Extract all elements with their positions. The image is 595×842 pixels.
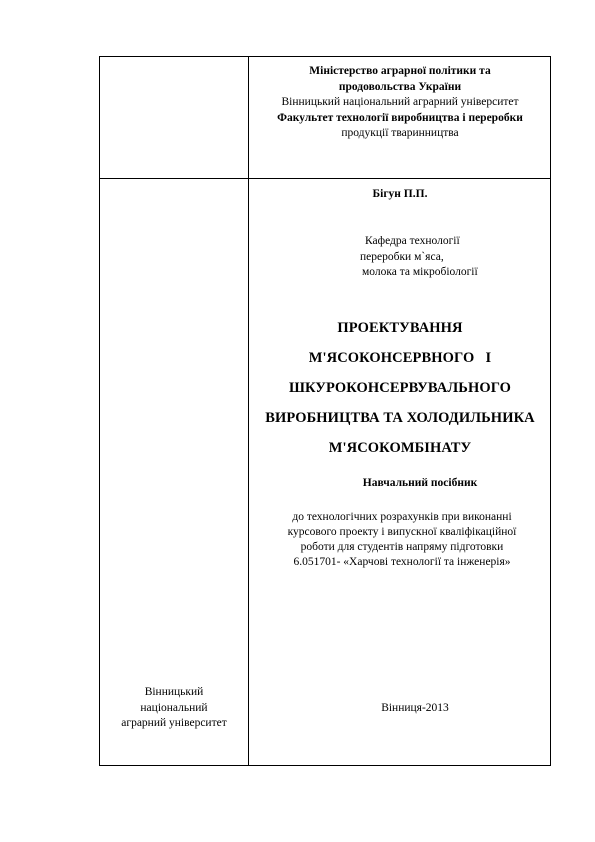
department-line-1: Кафедра технології xyxy=(365,235,460,247)
document-type: Навчальний посібник xyxy=(362,477,478,489)
org-line-1: Вінницький xyxy=(144,686,204,698)
department-line-2: переробки м`яса, xyxy=(360,250,444,263)
column-divider xyxy=(248,56,249,766)
author-name: Бігун П.П. xyxy=(372,188,428,200)
university-name: Вінницький національний аграрний університет xyxy=(281,96,519,108)
description-line-2: курсового проекту і випускної кваліфікаційної xyxy=(287,526,517,538)
institution-header xyxy=(250,64,550,142)
title-line-3: ШКУРОКОНСЕРВУВАЛЬНОГО xyxy=(288,380,512,396)
description-line-1: до технологічних розрахунків при виконанні xyxy=(292,511,512,523)
faculty-line-1: Факультет технології виробництва і переробки xyxy=(277,111,523,124)
description-line-3: роботи для студентів напряму підготовки xyxy=(300,541,504,553)
title-line-2: М'ЯСОКОНСЕРВНОГО І xyxy=(308,350,492,366)
title-line-1: ПРОЕКТУВАННЯ xyxy=(337,320,463,336)
title-line-5: М'ЯСОКОМБІНАТУ xyxy=(328,440,472,456)
title-line-4: ВИРОБНИЦТВА ТА ХОЛОДИЛЬНИКА xyxy=(265,410,535,426)
header-divider xyxy=(99,178,551,179)
left-column-organization xyxy=(100,685,248,732)
description-line-4: 6.051701- «Харчові технології та інженерія» xyxy=(293,556,511,568)
department-block xyxy=(360,234,550,281)
faculty-line-2: продукції тваринництва xyxy=(341,127,459,139)
department-line-3: молока та мікробіології xyxy=(362,266,478,278)
ministry-line-2: продовольства України xyxy=(338,80,462,93)
document-title xyxy=(250,313,550,463)
ministry-line-1: Міністерство аграрної політики та xyxy=(309,65,491,77)
document-description xyxy=(252,510,552,570)
org-line-3: аграрний університет xyxy=(121,717,227,729)
city-year: Вінниця-2013 xyxy=(381,702,449,714)
org-line-2: національний xyxy=(140,701,208,714)
